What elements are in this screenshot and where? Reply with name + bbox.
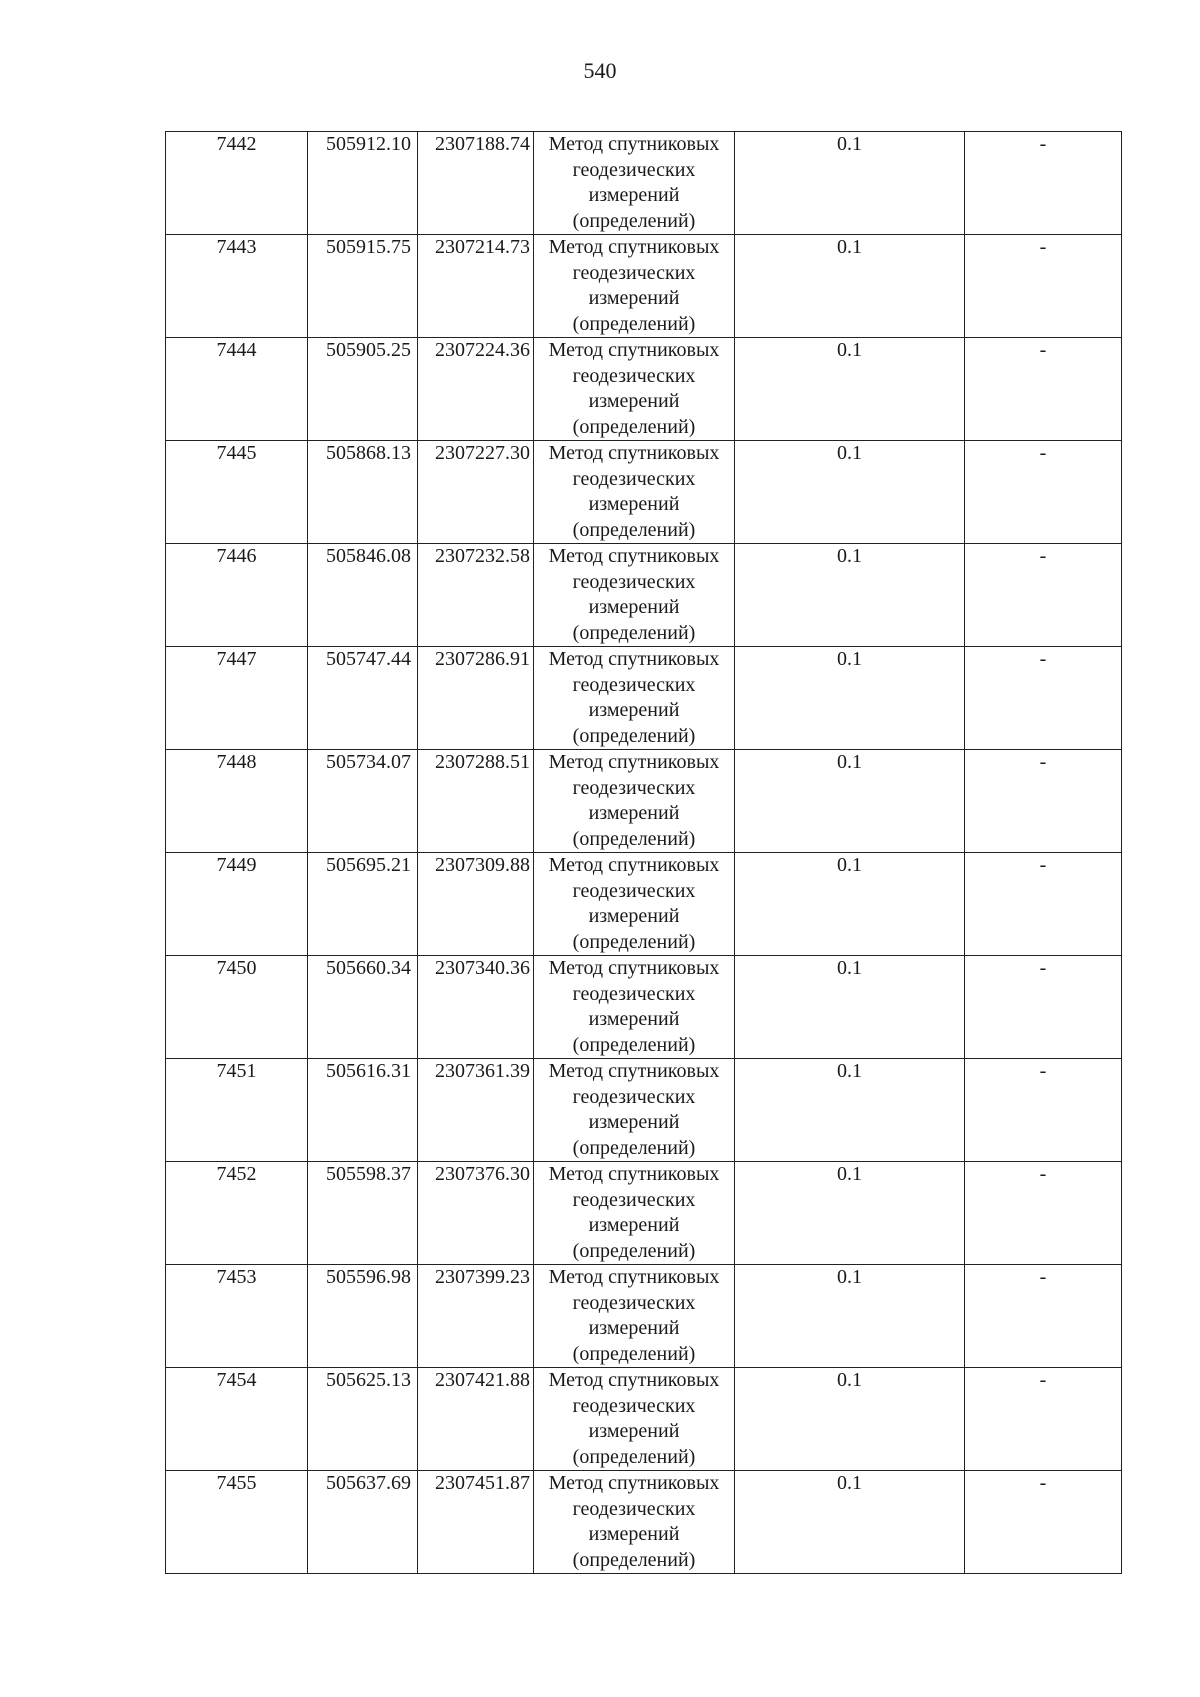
accuracy-cell: 0.1 (735, 441, 965, 544)
page-number: 540 (583, 58, 617, 83)
point-number-cell: 7453 (166, 1265, 308, 1368)
note-cell: - (965, 647, 1122, 750)
method-line: Метод спутниковых (548, 1266, 720, 1288)
method-line: геодезических (572, 570, 696, 593)
accuracy-cell: 0.1 (735, 1265, 965, 1368)
method-line: Метод спутниковых (548, 751, 720, 773)
method-line: измерений (588, 184, 680, 206)
method-line: измерений (588, 1111, 680, 1133)
note-cell: - (965, 1162, 1122, 1265)
point-number-cell: 7445 (166, 441, 308, 544)
method-line: геодезических (572, 776, 696, 799)
table-row (166, 1059, 1122, 1162)
y-coordinate-cell: 2307309.88 (418, 853, 534, 956)
method-line: геодезических (572, 467, 696, 490)
x-coordinate-cell: 505616.31 (308, 1059, 418, 1162)
note-cell: - (965, 544, 1122, 647)
method-line: геодезических (572, 1291, 696, 1314)
accuracy-cell: 0.1 (735, 544, 965, 647)
table-row (166, 338, 1122, 441)
method-line: (определений) (572, 209, 696, 232)
method-cell (534, 544, 735, 647)
note-cell: - (965, 338, 1122, 441)
method-line: геодезических (572, 1394, 696, 1417)
point-number-cell: 7452 (166, 1162, 308, 1265)
method-line: измерений (588, 1008, 680, 1030)
note-cell: - (965, 132, 1122, 235)
y-coordinate-cell: 2307286.91 (418, 647, 534, 750)
method-line: измерений (588, 1420, 680, 1442)
point-number-cell: 7442 (166, 132, 308, 235)
accuracy-cell: 0.1 (735, 1059, 965, 1162)
accuracy-cell: 0.1 (735, 1368, 965, 1471)
x-coordinate-cell: 505905.25 (308, 338, 418, 441)
x-coordinate-cell: 505912.10 (308, 132, 418, 235)
method-line: (определений) (572, 1239, 696, 1262)
point-number-cell: 7443 (166, 235, 308, 338)
method-line: геодезических (572, 982, 696, 1005)
method-line: измерений (588, 1214, 680, 1236)
coordinates-table-body (166, 132, 1122, 1574)
method-line: (определений) (572, 1136, 696, 1159)
accuracy-cell: 0.1 (735, 956, 965, 1059)
method-line: Метод спутниковых (548, 339, 720, 361)
accuracy-cell: 0.1 (735, 853, 965, 956)
method-line: Метод спутниковых (548, 648, 720, 670)
method-cell (534, 338, 735, 441)
method-line: измерений (588, 596, 680, 618)
method-cell (534, 853, 735, 956)
method-line: Метод спутниковых (548, 545, 720, 567)
method-line: измерений (588, 699, 680, 721)
method-line: (определений) (572, 415, 696, 438)
method-line: (определений) (572, 724, 696, 747)
x-coordinate-cell: 505625.13 (308, 1368, 418, 1471)
method-line: Метод спутниковых (548, 1163, 720, 1185)
x-coordinate-cell: 505747.44 (308, 647, 418, 750)
note-cell: - (965, 1368, 1122, 1471)
y-coordinate-cell: 2307232.58 (418, 544, 534, 647)
point-number-cell: 7448 (166, 750, 308, 853)
note-cell: - (965, 956, 1122, 1059)
point-number-cell: 7447 (166, 647, 308, 750)
method-cell (534, 647, 735, 750)
accuracy-cell: 0.1 (735, 750, 965, 853)
table-row (166, 441, 1122, 544)
method-line: измерений (588, 493, 680, 515)
table-row (166, 235, 1122, 338)
note-cell: - (965, 853, 1122, 956)
note-cell: - (965, 1059, 1122, 1162)
method-line: геодезических (572, 1497, 696, 1520)
x-coordinate-cell: 505598.37 (308, 1162, 418, 1265)
method-cell (534, 1368, 735, 1471)
method-line: (определений) (572, 1033, 696, 1056)
coordinates-table (165, 131, 1122, 1574)
method-line: геодезических (572, 158, 696, 181)
method-line: Метод спутниковых (548, 1060, 720, 1082)
method-line: геодезических (572, 673, 696, 696)
method-line: Метод спутниковых (548, 1369, 720, 1391)
x-coordinate-cell: 505734.07 (308, 750, 418, 853)
method-line: (определений) (572, 1548, 696, 1571)
method-line: измерений (588, 390, 680, 412)
method-line: геодезических (572, 364, 696, 387)
method-line: измерений (588, 287, 680, 309)
method-line: Метод спутниковых (548, 236, 720, 258)
method-line: Метод спутниковых (548, 1472, 720, 1494)
point-number-cell: 7449 (166, 853, 308, 956)
y-coordinate-cell: 2307421.88 (418, 1368, 534, 1471)
y-coordinate-cell: 2307227.30 (418, 441, 534, 544)
y-coordinate-cell: 2307361.39 (418, 1059, 534, 1162)
method-line: Метод спутниковых (548, 442, 720, 464)
method-line: геодезических (572, 1188, 696, 1211)
point-number-cell: 7444 (166, 338, 308, 441)
point-number-cell: 7446 (166, 544, 308, 647)
method-line: геодезических (572, 261, 696, 284)
accuracy-cell: 0.1 (735, 1162, 965, 1265)
x-coordinate-cell: 505846.08 (308, 544, 418, 647)
y-coordinate-cell: 2307451.87 (418, 1471, 534, 1574)
x-coordinate-cell: 505637.69 (308, 1471, 418, 1574)
accuracy-cell: 0.1 (735, 132, 965, 235)
method-line: геодезических (572, 879, 696, 902)
note-cell: - (965, 441, 1122, 544)
method-line: (определений) (572, 1445, 696, 1468)
table-row (166, 1368, 1122, 1471)
method-line: (определений) (572, 930, 696, 953)
table-row (166, 1162, 1122, 1265)
x-coordinate-cell: 505596.98 (308, 1265, 418, 1368)
method-line: Метод спутниковых (548, 133, 720, 155)
method-line: измерений (588, 905, 680, 927)
method-line: измерений (588, 802, 680, 824)
y-coordinate-cell: 2307376.30 (418, 1162, 534, 1265)
point-number-cell: 7455 (166, 1471, 308, 1574)
method-cell (534, 1471, 735, 1574)
method-line: геодезических (572, 1085, 696, 1108)
accuracy-cell: 0.1 (735, 235, 965, 338)
x-coordinate-cell: 505695.21 (308, 853, 418, 956)
accuracy-cell: 0.1 (735, 1471, 965, 1574)
table-row (166, 544, 1122, 647)
method-cell (534, 1059, 735, 1162)
table-row (166, 1471, 1122, 1574)
method-line: (определений) (572, 1342, 696, 1365)
method-cell (534, 441, 735, 544)
method-line: (определений) (572, 621, 696, 644)
method-cell (534, 235, 735, 338)
table-row (166, 132, 1122, 235)
method-line: (определений) (572, 827, 696, 850)
table-row (166, 750, 1122, 853)
y-coordinate-cell: 2307399.23 (418, 1265, 534, 1368)
y-coordinate-cell: 2307340.36 (418, 956, 534, 1059)
table-row (166, 956, 1122, 1059)
method-line: измерений (588, 1523, 680, 1545)
x-coordinate-cell: 505868.13 (308, 441, 418, 544)
point-number-cell: 7451 (166, 1059, 308, 1162)
point-number-cell: 7450 (166, 956, 308, 1059)
y-coordinate-cell: 2307224.36 (418, 338, 534, 441)
note-cell: - (965, 235, 1122, 338)
method-cell (534, 956, 735, 1059)
method-cell (534, 132, 735, 235)
y-coordinate-cell: 2307288.51 (418, 750, 534, 853)
accuracy-cell: 0.1 (735, 338, 965, 441)
table-row (166, 647, 1122, 750)
x-coordinate-cell: 505915.75 (308, 235, 418, 338)
y-coordinate-cell: 2307214.73 (418, 235, 534, 338)
method-line: (определений) (572, 312, 696, 335)
x-coordinate-cell: 505660.34 (308, 956, 418, 1059)
method-line: измерений (588, 1317, 680, 1339)
y-coordinate-cell: 2307188.74 (418, 132, 534, 235)
method-cell (534, 1162, 735, 1265)
table-row (166, 853, 1122, 956)
note-cell: - (965, 1265, 1122, 1368)
note-cell: - (965, 750, 1122, 853)
method-line: Метод спутниковых (548, 957, 720, 979)
method-cell (534, 750, 735, 853)
note-cell: - (965, 1471, 1122, 1574)
method-cell (534, 1265, 735, 1368)
point-number-cell: 7454 (166, 1368, 308, 1471)
method-line: (определений) (572, 518, 696, 541)
accuracy-cell: 0.1 (735, 647, 965, 750)
table-row (166, 1265, 1122, 1368)
method-line: Метод спутниковых (548, 854, 720, 876)
